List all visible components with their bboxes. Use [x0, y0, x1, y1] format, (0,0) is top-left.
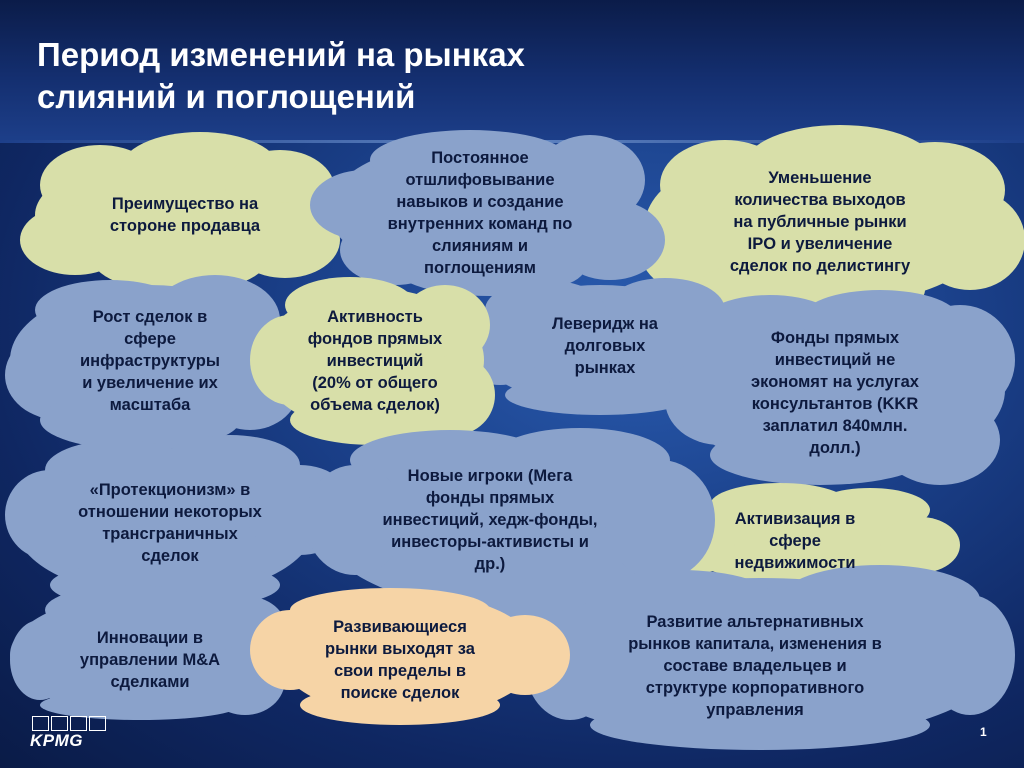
cloud-leverage: Леверидж на долговых рынках: [552, 315, 658, 377]
cloud-new-players: Новые игроки (Мега фонды прямых инвестиций, хедж-фонды, инвесторы-активисты и др.): [382, 467, 598, 573]
cloud-real-estate: Активизация в сфере недвижимости: [734, 510, 856, 572]
kpmg-logo: KPMG: [30, 731, 83, 750]
cloud-ipo-decline: Уменьшение количества выходов на публичные рынки IPO и увеличение сделок по делистингу: [729, 169, 911, 275]
kpmg-logo-mark-icon: [32, 716, 108, 732]
cloud-consultants: Фонды прямых инвестиций не экономят на услугах консультантов (KKR заплатил 840млн. долл.): [751, 329, 919, 457]
cloud-pe-activity: Активность фондов прямых инвестиций (20% от общего объема сделок): [307, 308, 443, 414]
cloud-protectionism: «Протекционизм» в отношении некоторых трансграничных сделок: [78, 481, 262, 565]
cloud-infrastructure: Рост сделок в сфере инфраструктуры и увеличение их масштаба: [80, 308, 220, 414]
slide-title: Период изменений на рынках слияний и поглощений: [37, 36, 525, 115]
cloud-alt-markets: Развитие альтернативных рынков капитала, изменения в составе владельцев и структуре корпоративного управления: [628, 613, 882, 719]
page-number: 1: [980, 725, 987, 739]
cloud-team-building: Постоянное отшлифовывание навыков и создание внутренних команд по слияниям и поглощениям: [387, 149, 573, 277]
cloud-emerging-markets: Развивающиеся рынки выходят за свои пределы в поиске сделок: [325, 618, 475, 702]
cloud-innovation: Инновации в управлении M&A сделками: [79, 629, 221, 691]
cloud-seller-advantage: Преимущество на стороне продавца: [109, 195, 261, 235]
